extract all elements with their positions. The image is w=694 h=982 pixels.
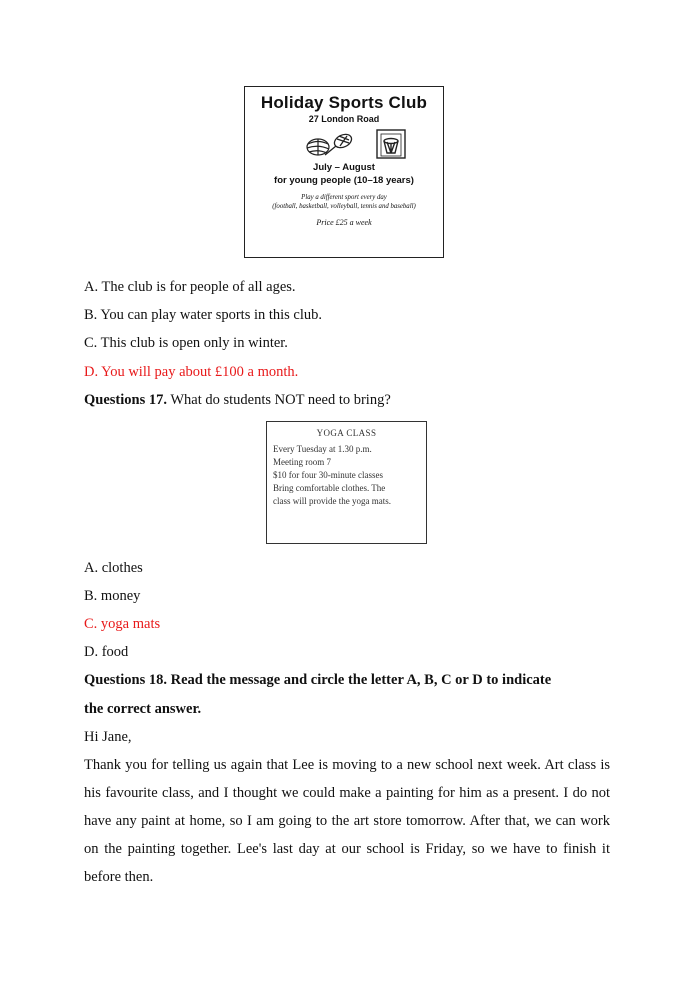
q16-option-d-answer: D. You will pay about £100 a month. — [84, 364, 299, 380]
q17-text: What do students NOT need to bring? — [167, 392, 391, 408]
poster-dates: July – August — [313, 162, 375, 173]
yoga-line: Meeting room 7 — [273, 457, 331, 467]
poster-sports-list — [245, 193, 443, 211]
q17-option-c-answer: C. yoga mats — [84, 616, 161, 632]
message-greeting: Hi Jane, — [84, 729, 132, 745]
tennis-racket-icon — [325, 132, 354, 155]
yoga-line: class will provide the yoga mats. — [273, 496, 391, 506]
q16-option-b: B. You can play water sports in this club. — [84, 307, 323, 323]
q18-instruction-line1: Questions 18. Read the message and circle the letter A, B, C or D to indicate — [84, 672, 552, 688]
volleyball-icon — [307, 139, 329, 155]
yoga-line: $10 for four 30-minute classes — [273, 470, 383, 480]
sports-equipment-icon — [245, 127, 445, 161]
q17-option-a: A. clothes — [84, 560, 143, 576]
q17-label: Questions 17. — [84, 392, 167, 408]
basketball-hoop-icon — [377, 130, 405, 158]
poster-sports-illustration — [245, 127, 443, 161]
poster-sports-line: (football, basketball, volleyball, tennis and baseball) — [272, 203, 416, 210]
poster-title: Holiday Sports Club — [260, 93, 428, 112]
q17-prompt — [84, 390, 391, 410]
poster-ages: for young people (10–18 years) — [274, 175, 414, 186]
yoga-class-notice — [266, 421, 427, 544]
yoga-title: YOGA CLASS — [316, 428, 377, 438]
poster-play-line: Play a different sport every day — [301, 194, 387, 201]
q18-instruction-line2: the correct answer. — [84, 701, 202, 717]
poster-address: 27 London Road — [308, 114, 380, 124]
yoga-line: Bring comfortable clothes. The — [273, 483, 386, 493]
q16-option-a: A. The club is for people of all ages. — [84, 279, 296, 295]
q17-option-b: B. money — [84, 588, 141, 604]
q17-option-d: D. food — [84, 644, 129, 660]
q16-option-c: C. This club is open only in winter. — [84, 335, 288, 351]
yoga-line: Every Tuesday at 1.30 p.m. — [273, 444, 372, 454]
poster-price: Price £25 a week — [316, 218, 372, 227]
sports-club-poster — [244, 86, 444, 258]
message-body: Thank you for telling us again that Lee is moving to a new school next week. Art class is his favourite class, and I thought we could make a painting for him as a present. I do not have any paint at home, so I am going to the art store tomorrow. After that, we can work on the painting together. Lee's last day at our school is Friday, so we have to finish it before then. — [84, 757, 610, 885]
